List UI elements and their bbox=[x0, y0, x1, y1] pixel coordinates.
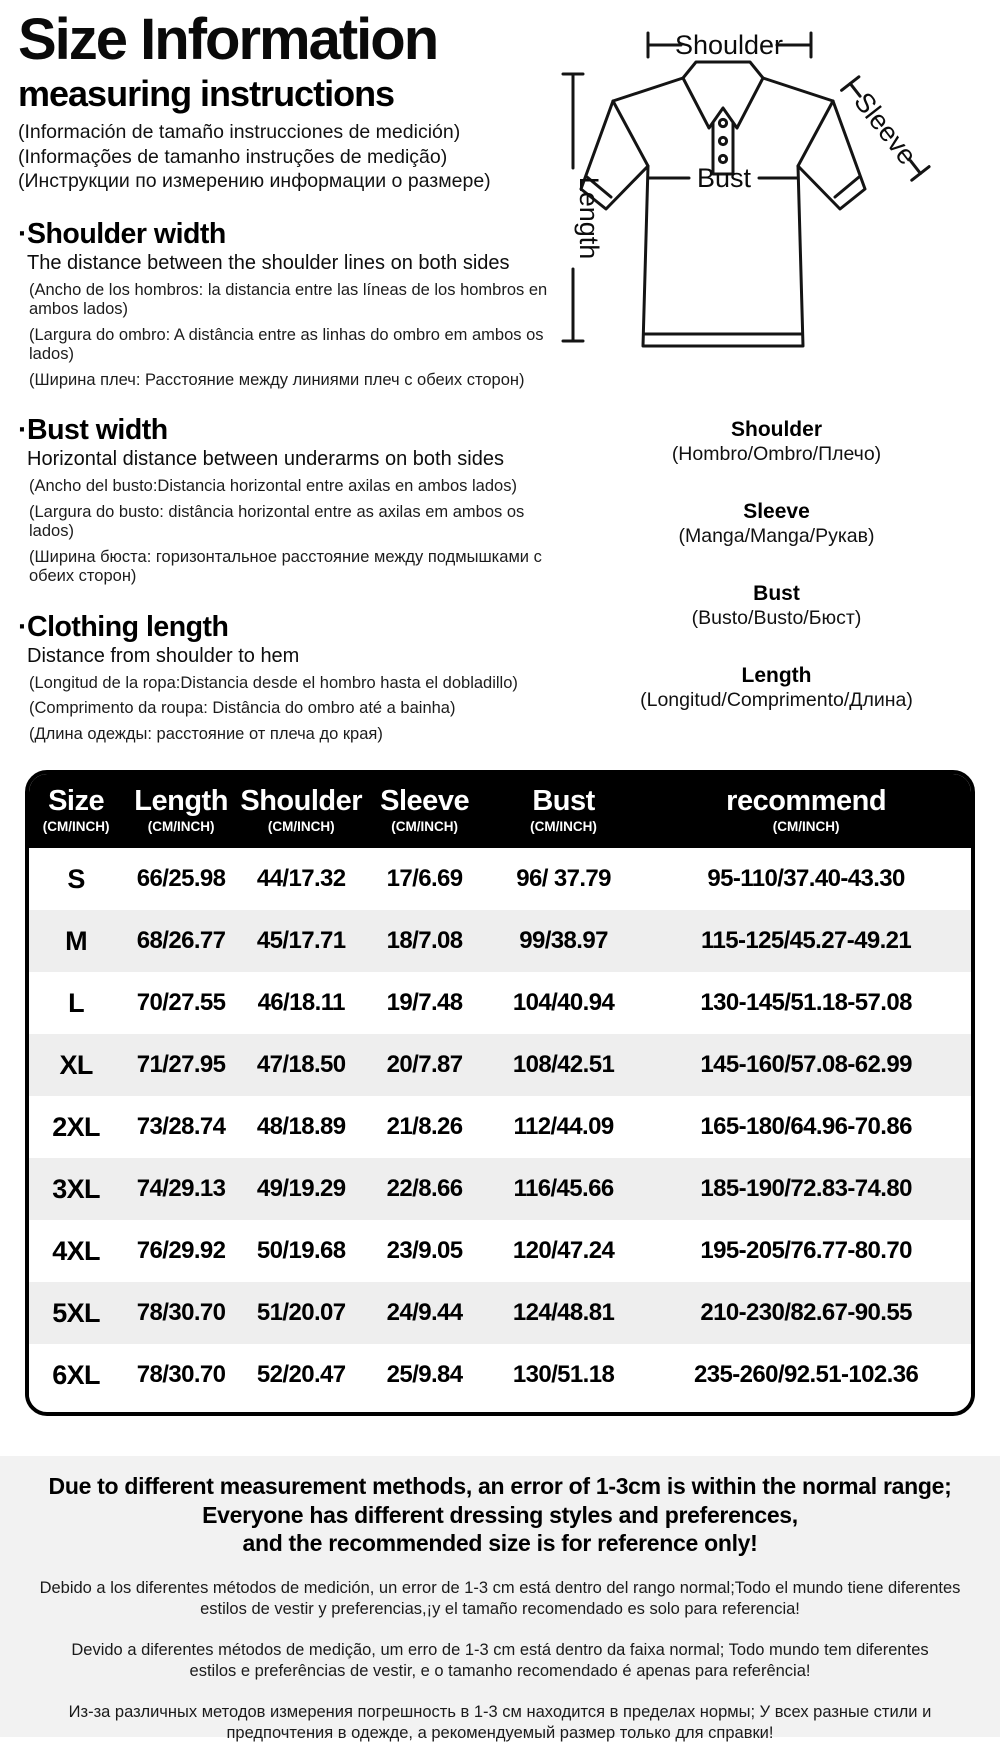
section-translation-es: (Ancho del busto:Distancia horizontal entre axilas en ambos lados) bbox=[29, 477, 517, 495]
section-heading: ·Bust width bbox=[18, 414, 168, 446]
legend-translation: (Busto/Busto/Бюст) bbox=[691, 607, 862, 629]
section-shoulder-width bbox=[18, 219, 566, 391]
recommend-cell: 130-145/51.18-57.08 bbox=[700, 989, 912, 1016]
table-row-5xl bbox=[29, 1282, 971, 1344]
measuring-instructions-panel bbox=[18, 8, 566, 744]
size-cell: 2XL bbox=[52, 1111, 100, 1142]
table-row-3xl bbox=[29, 1158, 971, 1220]
column-header-size bbox=[29, 784, 123, 836]
section-heading: ·Shoulder width bbox=[18, 217, 226, 250]
legend-term: Length bbox=[741, 664, 812, 687]
title-translation-ru: (Инструкции по измерению информации о размере) bbox=[18, 170, 491, 192]
sleeve-cell: 17/6.69 bbox=[386, 865, 463, 892]
legend-term: Bust bbox=[753, 582, 800, 605]
size-cell: 5XL bbox=[52, 1297, 100, 1328]
table-row-6xl bbox=[29, 1344, 971, 1406]
column-unit: (CM/INCH) bbox=[530, 819, 597, 834]
page-subtitle: measuring instructions bbox=[18, 73, 395, 114]
sleeve-cell: 20/7.87 bbox=[386, 1051, 463, 1078]
sleeve-cell: 19/7.48 bbox=[386, 989, 463, 1016]
polo-shirt-diagram bbox=[553, 6, 1000, 368]
section-heading: ·Clothing length bbox=[18, 610, 229, 643]
size-table-section bbox=[25, 770, 975, 1416]
size-table bbox=[25, 770, 975, 1416]
legend-translation: (Hombro/Ombro/Плечо) bbox=[671, 443, 882, 465]
column-label: Bust bbox=[532, 785, 595, 817]
size-cell: 4XL bbox=[52, 1235, 100, 1266]
sleeve-cell: 23/9.05 bbox=[386, 1237, 463, 1264]
disclaimer-ru: Из-за различных методов измерения погрешность в 1-3 см находится в пределах нормы; У всех разные стили и предпочтения в одежде, а рекомендуемый размер только для справки! bbox=[68, 1702, 932, 1742]
column-label: Sleeve bbox=[380, 785, 470, 817]
shoulder-cell: 46/18.11 bbox=[257, 989, 345, 1016]
length-cell: 66/25.98 bbox=[136, 865, 226, 892]
column-header-bust bbox=[486, 784, 641, 836]
recommend-cell: 115-125/45.27-49.21 bbox=[701, 927, 912, 954]
section-clothing-length bbox=[18, 612, 566, 745]
table-row-l bbox=[29, 972, 971, 1034]
disclaimer-en bbox=[0, 1472, 1000, 1558]
legend-item-length bbox=[553, 664, 1000, 712]
length-cell: 74/29.13 bbox=[136, 1175, 226, 1202]
legend-translation: (Manga/Manga/Рукав) bbox=[678, 525, 875, 547]
recommend-cell: 145-160/57.08-62.99 bbox=[700, 1051, 912, 1078]
sleeve-diagram-label: Sleeve bbox=[848, 86, 923, 171]
size-cell: M bbox=[65, 925, 88, 956]
title-translations bbox=[18, 120, 566, 194]
disclaimer-en-line2: Everyone has different dressing styles and preferences, bbox=[202, 1501, 798, 1528]
bust-cell: 108/42.51 bbox=[512, 1051, 615, 1078]
shoulder-cell: 48/18.89 bbox=[256, 1113, 346, 1140]
section-bust-width bbox=[18, 415, 566, 587]
legend-term: Sleeve bbox=[743, 500, 810, 523]
table-row-4xl bbox=[29, 1220, 971, 1282]
page-title: Size Information bbox=[18, 7, 438, 72]
shoulder-cell: 45/17.71 bbox=[256, 927, 346, 954]
column-unit: (CM/INCH) bbox=[267, 819, 335, 834]
length-cell: 71/27.95 bbox=[136, 1051, 226, 1078]
legend-item-sleeve bbox=[553, 500, 1000, 548]
title-translation-es: (Información de tamaño instrucciones de medición) bbox=[18, 121, 461, 143]
bust-cell: 120/47.24 bbox=[512, 1237, 615, 1264]
sleeve-cell: 25/9.84 bbox=[386, 1361, 463, 1388]
bust-cell: 112/44.09 bbox=[513, 1113, 614, 1140]
sleeve-cell: 18/7.08 bbox=[386, 927, 463, 954]
column-unit: (CM/INCH) bbox=[42, 819, 110, 834]
column-header-sleeve bbox=[363, 784, 485, 836]
recommend-cell: 95-110/37.40-43.30 bbox=[707, 865, 905, 892]
length-cell: 76/29.92 bbox=[136, 1237, 226, 1264]
length-cell: 68/26.77 bbox=[136, 927, 226, 954]
sleeve-cell: 22/8.66 bbox=[386, 1175, 463, 1202]
section-description: The distance between the shoulder lines on both sides bbox=[27, 251, 510, 274]
disclaimer-es: Debido a los diferentes métodos de medición, un error de 1-3 cm está dentro del rango normal;Todo el mundo tiene diferentes estilos de vestir y preferencias,¡y el tamaño recomendado es solo para referencia! bbox=[39, 1578, 961, 1618]
recommend-cell: 185-190/72.83-74.80 bbox=[700, 1175, 912, 1202]
bust-cell: 116/45.66 bbox=[513, 1175, 614, 1202]
column-label: Shoulder bbox=[240, 785, 363, 817]
size-cell: 6XL bbox=[52, 1359, 100, 1390]
legend-item-shoulder bbox=[553, 418, 1000, 466]
column-header-shoulder bbox=[239, 784, 363, 836]
section-translation-es: (Ancho de los hombros: la distancia entre las líneas de los hombros en ambos lados) bbox=[29, 280, 548, 318]
sleeve-cell: 21/8.26 bbox=[386, 1113, 463, 1140]
section-translation-es: (Longitud de la ropa:Distancia desde el hombro hasta el dobladillo) bbox=[29, 673, 518, 692]
length-diagram-label: Length bbox=[574, 176, 604, 260]
bust-diagram-label: Bust bbox=[696, 163, 752, 193]
legend-item-bust bbox=[553, 582, 1000, 630]
recommend-cell: 195-205/76.77-80.70 bbox=[700, 1237, 912, 1264]
length-cell: 70/27.55 bbox=[136, 989, 226, 1016]
length-cell: 78/30.70 bbox=[136, 1299, 226, 1326]
column-unit: (CM/INCH) bbox=[391, 819, 458, 834]
bust-cell: 124/48.81 bbox=[512, 1299, 615, 1326]
bust-cell: 96/ 37.79 bbox=[516, 865, 611, 892]
title-translation-pt: (Informações de tamanho instruções de medição) bbox=[18, 145, 448, 168]
section-translation-ru: (Длина одежды: расстояние от плеча до края) bbox=[29, 724, 383, 743]
size-table-body bbox=[29, 848, 971, 1412]
disclaimer-en-line1: Due to different measurement methods, an error of 1-3cm is within the normal range; bbox=[48, 1473, 952, 1499]
sleeve-cell: 24/9.44 bbox=[386, 1299, 463, 1326]
shoulder-cell: 44/17.32 bbox=[256, 865, 346, 892]
recommend-cell: 165-180/64.96-70.86 bbox=[700, 1113, 912, 1140]
section-description: Horizontal distance between underarms on both sides bbox=[27, 448, 504, 470]
size-cell: L bbox=[68, 987, 85, 1018]
size-cell: S bbox=[67, 863, 85, 894]
section-translation-ru: (Ширина бюста: горизонтальное расстояние между подмышками с обеих сторон) bbox=[29, 547, 542, 585]
disclaimer-en-line3: and the recommended size is for reference only! bbox=[242, 1530, 758, 1556]
shoulder-cell: 52/20.47 bbox=[256, 1361, 346, 1388]
disclaimer-section bbox=[0, 1456, 1000, 1742]
size-cell: 3XL bbox=[52, 1173, 100, 1204]
size-table-header bbox=[29, 774, 971, 848]
shoulder-cell: 49/19.29 bbox=[256, 1175, 346, 1202]
length-cell: 78/30.70 bbox=[136, 1361, 226, 1388]
bust-cell: 130/51.18 bbox=[512, 1361, 615, 1388]
shoulder-diagram-label: Shoulder bbox=[674, 30, 784, 60]
table-row-s bbox=[29, 848, 971, 910]
table-row-2xl bbox=[29, 1096, 971, 1158]
recommend-cell: 235-260/92.51-102.36 bbox=[694, 1361, 919, 1388]
table-row-xl bbox=[29, 1034, 971, 1096]
column-header-recommend bbox=[641, 784, 971, 836]
column-label: Size bbox=[48, 785, 105, 817]
column-header-length bbox=[123, 784, 239, 836]
section-translation-pt: (Comprimento da roupa: Distância do ombro até a bainha) bbox=[29, 699, 456, 717]
size-cell: XL bbox=[59, 1049, 93, 1080]
column-unit: (CM/INCH) bbox=[772, 819, 840, 834]
section-translation-pt: (Largura do ombro: A distância entre as linhas do ombro em ambos os lados) bbox=[29, 325, 544, 363]
measure-legend bbox=[553, 418, 1000, 712]
legend-term: Shoulder bbox=[730, 418, 822, 441]
length-cell: 73/28.74 bbox=[136, 1113, 226, 1140]
shoulder-cell: 51/20.07 bbox=[256, 1299, 346, 1326]
column-label: Length bbox=[134, 785, 228, 817]
recommend-cell: 210-230/82.67-90.55 bbox=[700, 1299, 912, 1326]
table-row-m bbox=[29, 910, 971, 972]
column-label: recommend bbox=[726, 785, 887, 817]
legend-translation: (Longitud/Comprimento/Длина) bbox=[640, 689, 913, 711]
bust-cell: 99/38.97 bbox=[519, 927, 608, 954]
section-translation-ru: (Ширина плеч: Расстояние между линиями плеч с обеих сторон) bbox=[29, 370, 525, 389]
disclaimer-pt: Devido a diferentes métodos de medição, um erro de 1-3 cm está dentro da faixa normal; Todo mundo tem diferentes estilos e preferências de vestir, e o tamanho recomendado é apenas para referência! bbox=[71, 1640, 929, 1680]
section-translation-pt: (Largura do busto: distância horizontal entre as axilas em ambos os lados) bbox=[29, 502, 525, 540]
diagram-panel bbox=[553, 6, 1000, 746]
shoulder-cell: 50/19.68 bbox=[256, 1237, 346, 1264]
bust-cell: 104/40.94 bbox=[512, 989, 615, 1016]
shoulder-cell: 47/18.50 bbox=[256, 1051, 346, 1078]
column-unit: (CM/INCH) bbox=[147, 819, 215, 834]
section-description: Distance from shoulder to hem bbox=[27, 644, 300, 667]
